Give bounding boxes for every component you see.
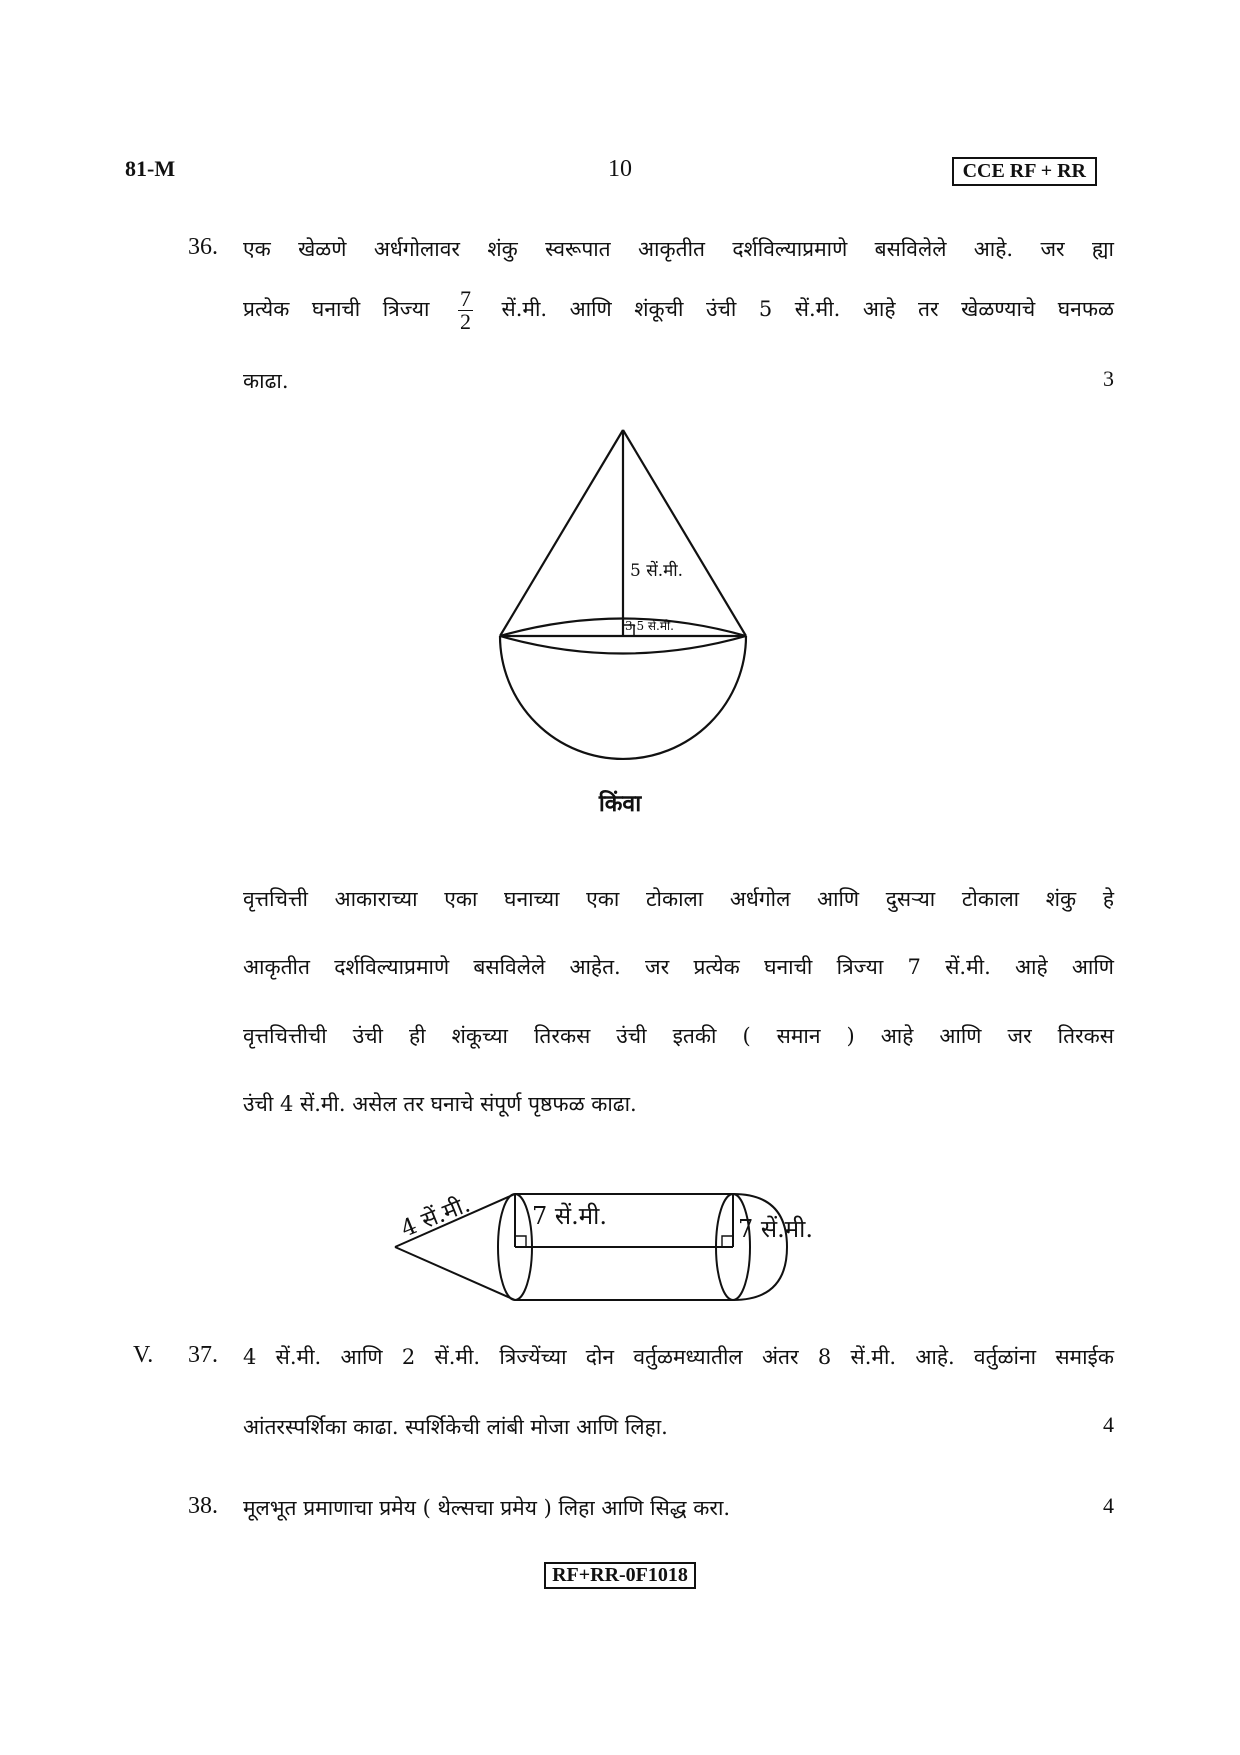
fraction-seven-halves bbox=[458, 288, 473, 333]
hemisphere-arc-right bbox=[733, 1194, 787, 1300]
q36-line-1: एक खेळणे अर्धगोलावर शंकु स्वरूपात आकृतीत दर्शविल्याप्रमाणे बसविलेले आहे. जर ह्या bbox=[243, 237, 1114, 261]
footer bbox=[0, 1562, 1240, 1589]
radius-label: 3·5 सें.मी. bbox=[625, 619, 674, 633]
q36-line-2-start: प्रत्येक घनाची त्रिज्या bbox=[243, 297, 430, 321]
q36-alt-line-1: वृत्तचित्ती आकाराच्या एका घनाच्या एका टोकाला अर्धगोल आणि दुसऱ्या टोकाला शंकु हे bbox=[243, 887, 1114, 911]
base-ellipse-bottom bbox=[500, 636, 746, 654]
page-number: 10 bbox=[608, 156, 632, 182]
left-right-angle-mark bbox=[515, 1236, 526, 1247]
q38-line-1: मूलभूत प्रमाणाचा प्रमेय ( थेल्सचा प्रमेय ) लिहा आणि सिद्ध करा. bbox=[243, 1496, 731, 1520]
fraction-denominator: 2 bbox=[459, 309, 471, 334]
left-radius-label: 7 सें.मी. bbox=[532, 1202, 607, 1230]
q37-line-1: 4 सें.मी. आणि 2 सें.मी. त्रिज्येंच्या दोन वर्तुळमध्यातील अंतर 8 सें.मी. आहे. वर्तुळांना समाईक bbox=[243, 1345, 1114, 1369]
series-box: CCE RF + RR bbox=[952, 157, 1097, 186]
q36-marks: 3 bbox=[1103, 366, 1114, 391]
q37-marks: 4 bbox=[1103, 1412, 1114, 1437]
cone-height-label: 5 सें.मी. bbox=[630, 561, 684, 581]
question-number-38: 38. bbox=[188, 1493, 218, 1519]
footer-code: RF+RR-0F1018 bbox=[544, 1562, 696, 1589]
cone-lower-edge bbox=[395, 1247, 515, 1300]
q36-alt-line-2: आकृतीत दर्शविल्याप्रमाणे बसविलेले आहेत. जर प्रत्येक घनाची त्रिज्या 7 सें.मी. आहे आणि bbox=[243, 955, 1114, 979]
question-number-37: 37. bbox=[188, 1342, 218, 1368]
or-separator: किंवा bbox=[598, 790, 642, 817]
q38-marks: 4 bbox=[1103, 1493, 1114, 1518]
q36-line-2-end: सें.मी. आणि शंकूची उंची 5 सें.मी. आहे तर खेळण्याचे घनफळ bbox=[501, 297, 1114, 321]
slant-height-label: 4 सें.मी. bbox=[397, 1191, 474, 1243]
cone-hemisphere-figure bbox=[490, 425, 750, 765]
cone-left-edge bbox=[500, 430, 623, 636]
q37-line-2: आंतरस्पर्शिका काढा. स्पर्शिकेची लांबी मोजा आणि लिहा. bbox=[243, 1415, 668, 1439]
right-right-angle-mark bbox=[722, 1236, 733, 1247]
cone-right-edge bbox=[623, 430, 746, 636]
q36-alt-line-3: वृत्तचित्तीची उंची ही शंकूच्या तिरकस उंची इतकी ( समान ) आहे आणि जर तिरकस bbox=[243, 1024, 1114, 1048]
q36-line-3: काढा. bbox=[243, 369, 289, 393]
cone-cylinder-hemisphere-figure bbox=[385, 1180, 855, 1315]
paper-code: 81-M bbox=[125, 156, 176, 181]
q36-line-2 bbox=[243, 288, 1114, 333]
fraction-numerator: 7 bbox=[459, 286, 471, 311]
question-number-36: 36. bbox=[188, 234, 218, 260]
right-radius-label: 7 सें.मी. bbox=[738, 1215, 813, 1243]
section-number: V. bbox=[133, 1342, 154, 1368]
q36-alt-line-4: उंची 4 सें.मी. असेल तर घनाचे संपूर्ण पृष्ठफळ काढा. bbox=[243, 1092, 637, 1116]
